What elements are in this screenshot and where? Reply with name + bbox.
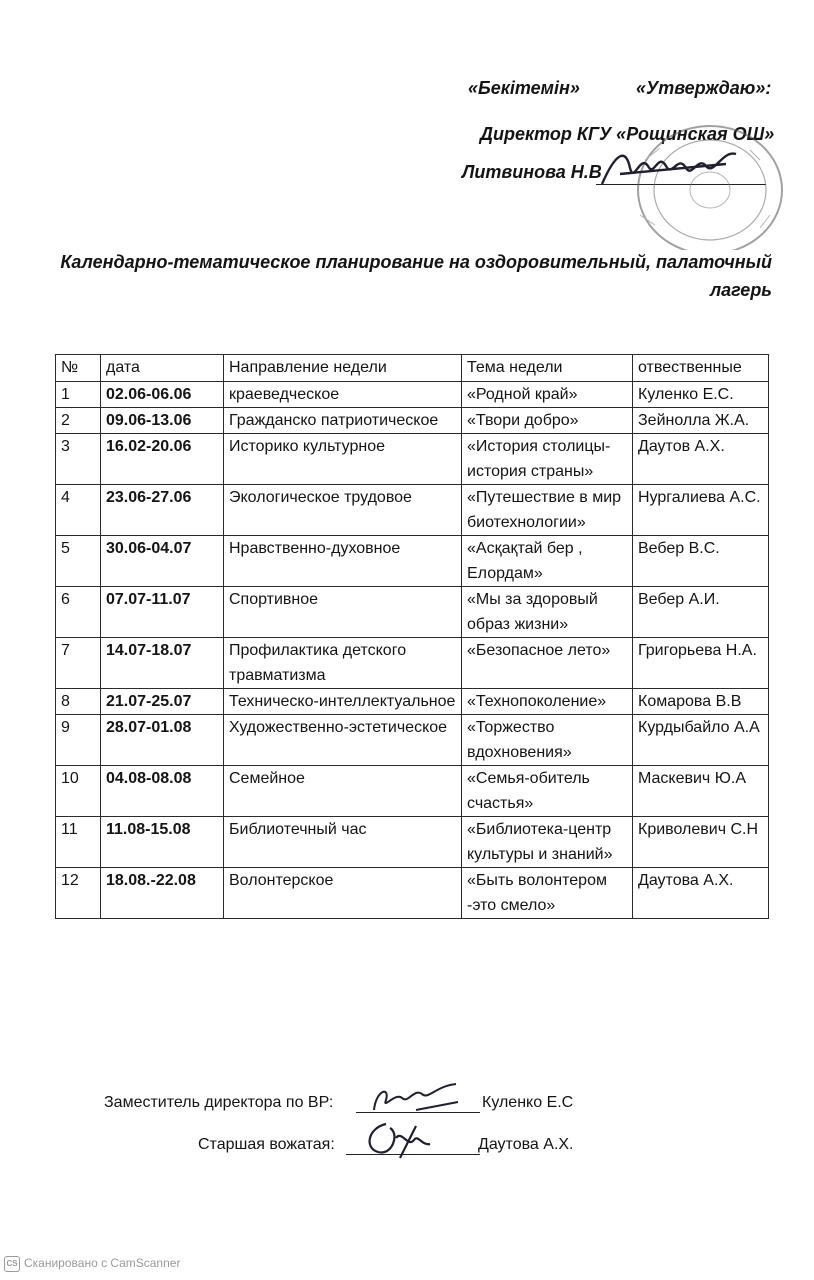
row-responsible: Даутов А.Х. — [633, 434, 769, 485]
row-theme: «Мы за здоровый образ жизни» — [462, 587, 633, 638]
deputy-label: Заместитель директора по ВР: — [104, 1094, 334, 1111]
table-row — [56, 638, 769, 689]
row-theme: «Семья-обитель счастья» — [462, 766, 633, 817]
row-number: 1 — [56, 382, 101, 408]
table-header-row — [56, 355, 769, 382]
row-date: 23.06-27.06 — [101, 485, 224, 536]
header-direction: Направление недели — [224, 355, 462, 382]
row-responsible: Даутова А.Х. — [633, 868, 769, 919]
row-responsible: Григорьева Н.А. — [633, 638, 769, 689]
row-theme: «Твори добро» — [462, 408, 633, 434]
row-direction: Гражданско патриотическое — [224, 408, 462, 434]
row-date: 30.06-04.07 — [101, 536, 224, 587]
row-responsible: Комарова В.В — [633, 689, 769, 715]
table-row — [56, 408, 769, 434]
row-theme: «Путешествие в мир биотехнологии» — [462, 485, 633, 536]
table-row — [56, 587, 769, 638]
document-title-line1: Календарно-тематическое планирование на оздоровительный, палаточный — [60, 252, 772, 272]
table-row — [56, 536, 769, 587]
row-date: 16.02-20.06 — [101, 434, 224, 485]
row-direction: Профилактика детского травматизма — [224, 638, 462, 689]
leader-signature — [356, 1118, 446, 1166]
table-row — [56, 382, 769, 408]
row-direction: Волонтерское — [224, 868, 462, 919]
schedule-table — [55, 354, 769, 919]
director-name: Литвинова Н.В — [462, 162, 602, 182]
row-responsible: Куленко Е.С. — [633, 382, 769, 408]
row-date: 18.08.-22.08 — [101, 868, 224, 919]
row-direction: Историко культурное — [224, 434, 462, 485]
row-date: 04.08-08.08 — [101, 766, 224, 817]
row-number: 12 — [56, 868, 101, 919]
approval-kz: «Бекітемін» — [468, 78, 580, 98]
row-date: 21.07-25.07 — [101, 689, 224, 715]
row-direction: Нравственно-духовное — [224, 536, 462, 587]
row-responsible: Курдыбайло А.А — [633, 715, 769, 766]
row-date: 09.06-13.06 — [101, 408, 224, 434]
row-theme: «История столицы- история страны» — [462, 434, 633, 485]
row-direction: краеведческое — [224, 382, 462, 408]
table-row — [56, 817, 769, 868]
row-direction: Спортивное — [224, 587, 462, 638]
camscanner-watermark — [4, 1256, 180, 1272]
row-theme: «Родной край» — [462, 382, 633, 408]
row-theme: «Библиотека-центр культуры и знаний» — [462, 817, 633, 868]
row-number: 3 — [56, 434, 101, 485]
table-row — [56, 689, 769, 715]
header-theme: Тема недели — [462, 355, 633, 382]
watermark-text: Сканировано с CamScanner — [24, 1256, 181, 1271]
row-direction: Художественно-эстетическое — [224, 715, 462, 766]
row-number: 10 — [56, 766, 101, 817]
row-theme: «Безопасное лето» — [462, 638, 633, 689]
row-theme: «Асқақтай бер , Елордам» — [462, 536, 633, 587]
document-title-line2: лагерь — [709, 280, 772, 300]
deputy-name: Куленко Е.С — [482, 1094, 574, 1111]
row-direction: Библиотечный час — [224, 817, 462, 868]
row-responsible: Нургалиева А.С. — [633, 485, 769, 536]
director-title: Директор КГУ «Рощинская ОШ» — [480, 124, 775, 144]
table-row — [56, 766, 769, 817]
document-title — [60, 248, 772, 304]
row-date: 02.06-06.06 — [101, 382, 224, 408]
header-date: дата — [101, 355, 224, 382]
row-responsible: Вебер В.С. — [633, 536, 769, 587]
row-theme: «Торжество вдохновения» — [462, 715, 633, 766]
row-responsible: Криволевич С.Н — [633, 817, 769, 868]
table-row — [56, 434, 769, 485]
row-date: 28.07-01.08 — [101, 715, 224, 766]
camscanner-logo-icon: CS — [4, 1256, 20, 1272]
leader-name: Даутова А.Х. — [478, 1136, 574, 1153]
row-number: 8 — [56, 689, 101, 715]
table-row — [56, 868, 769, 919]
row-number: 5 — [56, 536, 101, 587]
row-number: 4 — [56, 485, 101, 536]
row-responsible: Маскевич Ю.А — [633, 766, 769, 817]
table-row — [56, 715, 769, 766]
row-responsible: Зейнолла Ж.А. — [633, 408, 769, 434]
row-date: 07.07-11.07 — [101, 587, 224, 638]
table-row — [56, 485, 769, 536]
row-number: 6 — [56, 587, 101, 638]
header-responsible: отвественные — [633, 355, 769, 382]
deputy-signature — [366, 1080, 466, 1120]
row-theme: «Технопоколение» — [462, 689, 633, 715]
header-number: № — [56, 355, 101, 382]
row-number: 11 — [56, 817, 101, 868]
row-number: 9 — [56, 715, 101, 766]
row-direction: Семейное — [224, 766, 462, 817]
row-number: 7 — [56, 638, 101, 689]
row-direction: Экологическое трудовое — [224, 485, 462, 536]
row-date: 11.08-15.08 — [101, 817, 224, 868]
director-signature — [596, 144, 746, 192]
leader-label: Старшая вожатая: — [198, 1136, 335, 1153]
approval-ru: «Утверждаю»: — [636, 78, 772, 98]
row-number: 2 — [56, 408, 101, 434]
row-theme: «Быть волонтером -это смело» — [462, 868, 633, 919]
row-date: 14.07-18.07 — [101, 638, 224, 689]
row-direction: Техническо-интеллектуальное — [224, 689, 462, 715]
row-responsible: Вебер А.И. — [633, 587, 769, 638]
